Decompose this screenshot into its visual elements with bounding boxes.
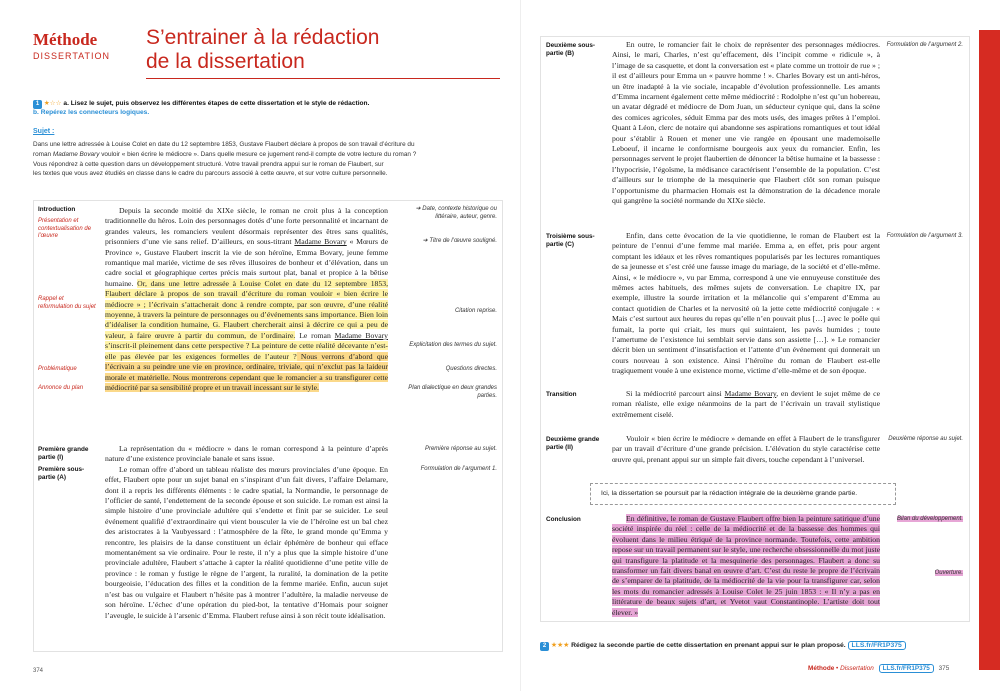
note-ouverture: Ouverture.: [934, 570, 963, 576]
note-bilan: Bilan du développement.: [896, 516, 963, 522]
note-questions: Questions directes.: [445, 366, 497, 372]
intro-sub-rappel: Rappel et reformulation du sujet: [38, 296, 96, 310]
note-argument-2: Formulation de l’argument 2.: [886, 42, 963, 48]
exercise-1: 1 ★☆☆ a. Lisez le sujet, puis observez les différentes étapes de cette dissertation et le style de rédaction. b. Repérez les connecteurs logiques.: [33, 100, 370, 116]
part1-text: La représentation du « médiocre » dans le roman correspond à la peinture d’après nature d’une existence provinciale banale et sans issue. Le roman offre d’abord un tableau réaliste des mœurs provinciales d’une époque. En effet, Flaubert opte pour un sujet banal en s’inspirant d’un fait divers, l’affaire Delamare, dont il a repris les différents éléments : le cadre spatial, la Normandie, le personnage de l’officier de santé, l’endettement de la seconde épouse et son suicide. Le roman est ainsi la simple histoire d’une provinciale adultère qui s’endette et finit par se suicider. Le seul événement qualifié d’extraordinaire qui vient bousculer la vie de l’héroïne est un bal chez des aristocrates à la Vaubyessard : l’atmosphère de la fête, le grand monde qu’Emma y rencontre, les plaisirs de la danse constituent un éclair éphémère de bonheur qui efface momentanément sa vie ordinaire. Pour le reste, il n’y a plus que la simple histoire d’une provinciale adultère, Flaubert s’attache à capter la réalité quotidienne d’une petite ville de province : le roman y fustige le règne de l’argent, la ruralité, la domination de la petite bourgeoisie, l’éducation des filles et la condition de la femme mariée. Enfin, aucun sujet n’est bas ou vulgaire et Flaubert n’hésite pas à montrer l’adultère, la maladie nerveuse de son héroïne. L’échec d’une opération du pied-bot, la tentative d’Homais pour soigner l’aveugle, le suicide à l’arsenic d’Emma. Flaubert refuse ainsi à son récit toute idéalisation.: [105, 444, 388, 620]
note-plan: Plan dialectique en deux grandes parties.: [408, 385, 497, 399]
conclusion-text: En définitive, le roman de Gustave Flaubert offre bien la peinture satirique d’une société inspirée du réel : celle de la médiocrité et de la bassesse des hommes qui évoluent dans le milieu étriqué de la province normande. Toutefois, cette ambition repose sur un travail permanent sur le style, une recherche obsessionnelle du mot juste qui transfigure la platitude et la mesquinerie des personnages. Flaubert a donc su transformer un fait divers banal en œuvre d’art. C’est du reste le propre de l’écrivain de s’emparer de la platitude, de la médiocrité de la vie pour la transfigurer car, selon les mots du romancier adressés à Louise Colet le 25 juin 1853 : « Il n’y a pas en littérature de beaux sujets d’art, et Yvetot vaut Constantinople. L’artiste doit tout élever. »: [612, 514, 880, 617]
note-argument-3: Formulation de l’argument 3.: [886, 233, 963, 239]
note-argument-1: Formulation de l’argument 1.: [420, 466, 497, 472]
part1b-text: En outre, le romancier fait le choix de représenter des personnages médiocres. Ainsi, le mari, Charles, n’est qu’effacement, dès l’incipit comme « ridicule », à l’image de sa casquette, et dont la conversation est « plate comme un trottoir de rue » ; il est d’ailleurs pour Emma un « pauvre homme ! ». Charles Bovary est un anti-héros, un être inadapté à la vie sociale, incapable d’évolution professionnelle. Les amants d’Emma incarnent également cette même médiocrité : Rodolphe n’est qu’un hobereau, un avatar dégradé et médiocre de Dom Juan, un séducteur cynique qui, dans la scène des comices agricoles, séduit Emma par des mots usés, des images prêtes à l’emploi. Quant à Léon, clerc de notaire qui abandonne ses aspirations romantiques et tout idéal pour s’établir à Rouen et mener une vie rangée en épousant une mademoiselle Leboeuf, il incarne le conformisme bourgeois aux yeux du romancier. Enfin, les personnages servent le projet flaubertien de dénoncer la bêtise humaine et la bassesse : l’hypocrisie, l’égoïsme, la médisance caractérisent l’ensemble de la population. C’est d’ailleurs sur le triomphe de la mesquinerie que Flaubert clôt son roman puisque l’opportunisme du pharmacien Homais est la démonstration de la décadence morale qui gangrène la société normande du XIXe siècle.: [612, 40, 880, 206]
brand-title: Méthode: [33, 30, 98, 49]
note-premiere-reponse: Première réponse au sujet.: [424, 446, 497, 452]
sujet-label: Sujet :: [33, 128, 55, 135]
page-number-left: 374: [33, 668, 44, 674]
exercise-2-number-badge: 2: [540, 642, 549, 651]
note-titre-souligne: ➔ Titre de l’œuvre souligné.: [422, 238, 497, 244]
part1b-label: Deuxième sous-partie (B): [546, 42, 596, 57]
section-label: DISSERTATION: [33, 51, 111, 61]
difficulty-stars-icon: ★★★: [550, 642, 570, 649]
page-number-right: 375: [938, 665, 950, 672]
intro-sub-problematique: Problématique: [38, 366, 77, 372]
note-deuxieme-reponse: Deuxième réponse au sujet.: [888, 436, 963, 442]
part1-label: Première grande partie (I): [38, 446, 89, 461]
transition-text: Si la médiocrité parcourt ainsi Madame Bovary, en devient le sujet même de ce roman réaliste, elle exige néanmoins de la part de l’écrivain un travail stylistique extrêmement ciselé.: [612, 389, 880, 419]
part1a-label: Première sous-partie (A): [38, 466, 85, 481]
transition-label: Transition: [546, 391, 577, 398]
chapter-tab: [979, 30, 1000, 670]
intro-sub-presentation: Présentation et contextualisation de l’œuvre: [38, 218, 92, 240]
part1c-label: Troisième sous-partie (C): [546, 233, 595, 248]
footer-link[interactable]: LLS.fr/FR1P375: [879, 664, 934, 673]
part1c-text: Enfin, dans cette évocation de la vie quotidienne, le roman de Flaubert est la peinture de l’ennui d’une femme mal mariée. Emma a, en effet, pris pour argent comptant les idéaux et les rêves romantiques popularisés par les lectures romantiques de sa jeunesse et s’est créé une fausse image du mariage, de la société et d’elle-même. Ainsi, « le médiocre », vu par Emma, correspond à une vie ennuyeuse constituée des mêmes actes habituels, des mêmes sujets de conversation. Le chapitre IX, par exemple, illustre la sourde irritation et la mélancolie qui s’emparent d’Emma au contact quotidien de Charles et la nervosité où la jette cette médiocrité conjugale : « Mais c’est surtout aux heures du repas qu’elle n’en pouvait plus […] avec le poêle qui fumait, la porte qui criait, les murs qui suintaient, les pavés humides ; toute l’amertume de l’existence lui semblait servie dans son assiette […]. » Le romancier décrit bien un sentiment d’insatisfaction et l’attente d’un événement qui donnerait un cours nouveau à son existence. Ainsi l’héroïne du roman de Flaubert est-elle tragiquement vouée à une existence morne, victime d’elle-même et de son époque.: [612, 231, 880, 376]
exercise-number-badge: 1: [33, 100, 42, 109]
introduction-text: Depuis la seconde moitié du XIXe siècle, le roman ne croit plus à la conception traditionnelle du héros. Loin des personnages dotés d’une forte personnalité et incarnant de grandes valeurs, les romanciers veulent désormais représenter des êtres sans qualités, prisonniers d’une vie sans relief. D’ailleurs, en sous-titrant Madame Bovary « Mœurs de Province », Gustave Flaubert inscrit la vie de son héroïne, Emma Bovary, jeune femme romantique mal mariée, victime de ses rêves illusoires de bonheur et d’élévation, dans un cadre social et géographique certes précis mais surtout plat, banal et propice à la bêtise humaine. Or, dans une lettre adressée à Louise Colet en date du 12 septembre 1853, Flaubert déclare à propos de son travail d’écriture du roman vouloir « bien écrire le médiocre » ; l’écrivain s’attacherait donc à rendre compte, par son œuvre, d’une réalité moyenne, à travers la peinture de personnages ou d’événements sans importance. Bien loin d’idéaliser la condition humaine, G. Flaubert chercherait ainsi à décrire ce qui a peu de valeur, à faire œuvre à partir du commun, de l’ordinaire. Le roman Madame Bovary s’inscrit-il pleinement dans cette perspective ? La peinture de cette réalité décevante n’est-elle pas élevée par les exigences formelles de l’auteur ? Nous verrons d’abord que l’écrivain a su peindre une vie en province, ordinaire, triviale, qui n’exclut pas la laideur morale et matérielle. Nous montrerons cependant que le romancier a su transfigurer cette médiocrité par sa sensibilité propre et un travail incessant sur le style.: [105, 206, 388, 392]
title-divider: [146, 78, 500, 79]
continuation-box: Ici, la dissertation se poursuit par la rédaction intégrale de la deuxième grande partie.: [590, 483, 896, 505]
part2-text: Vouloir « bien écrire le médiocre » demande en effet à Flaubert de le transfigurer par un travail d’écriture d’une grande précision. L’élévation du style caractérise cette œuvre qui, prenant appui sur un simple fait divers, touche cependant à l’universel.: [612, 434, 880, 464]
exercise-2-link[interactable]: LLS.fr/FR1P375: [848, 641, 906, 650]
conclusion-label: Conclusion: [546, 516, 581, 523]
intro-label: Introduction: [38, 206, 76, 213]
note-termes: Explicitation des termes du sujet.: [409, 342, 497, 348]
note-date-contexte: ➔ Date, contexte historique ou littéraire, auteur, genre.: [415, 206, 497, 220]
intro-sub-annonce: Annonce du plan: [38, 385, 84, 391]
footer-right: Méthode • Dissertation LLS.fr/FR1P375 375: [808, 665, 950, 672]
sujet-text: Dans une lettre adressée à Louise Colet en date du 12 septembre 1853, Gustave Flaubert déclare à propos de son travail d’écriture du roman Madame Bovary vouloir « bien écrire le médiocre ». Dans quelle mesure ce jugement rend-il compte de votre lecture du roman ? Vous répondrez à cette question dans un développement structuré. Votre travail prendra appui sur le roman de Flaubert, sur les textes que vous avez étudiés en classe dans le cadre du parcours associé à cette œuvre, et sur votre culture personnelle.: [33, 141, 417, 178]
note-citation: Citation reprise.: [454, 308, 497, 314]
difficulty-stars-icon: ★☆☆: [43, 100, 62, 107]
exercise-2: 2 ★★★ Rédigez la seconde partie de cette dissertation en prenant appui sur le plan proposé. LLS.fr/FR1P375: [540, 641, 906, 651]
page-title: S’entrainer à la rédaction de la dissertation: [146, 26, 380, 73]
part2-label: Deuxième grande partie (II): [546, 436, 600, 451]
page-gutter: [520, 0, 521, 691]
